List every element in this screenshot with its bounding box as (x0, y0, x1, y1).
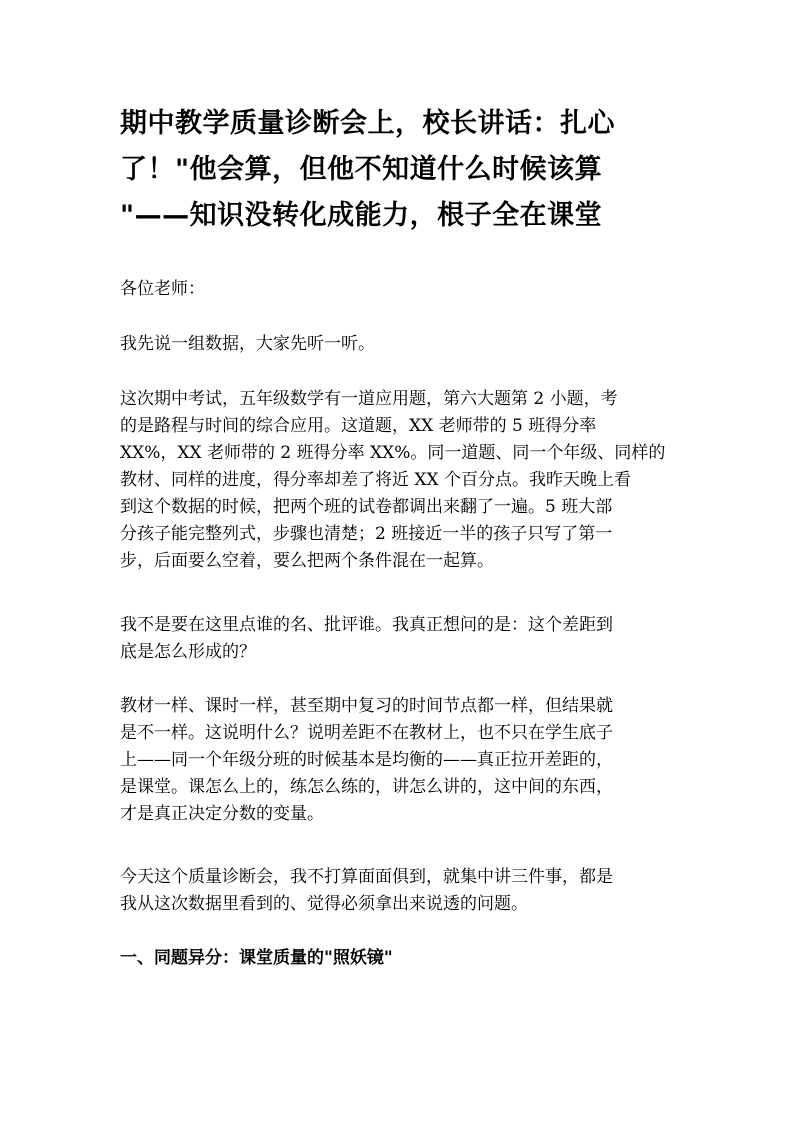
section-heading: 一、同题异分：课堂质量的"照妖镜" (120, 948, 393, 968)
text-line: 的是路程与时间的综合应用。这道题，XX 老师带的 5 班得分率 (120, 416, 597, 436)
text-line: 我从这次数据里看到的、觉得必须拿出来说透的问题。 (120, 894, 528, 914)
text-line: XX%，XX 老师带的 2 班得分率 XX%。同一道题、同一个年级、同样的 (120, 443, 666, 463)
text-line: 分孩子能完整列式，步骤也清楚；2 班接近一半的孩子只写了第一 (120, 524, 613, 544)
text-line: 我不是要在这里点谁的名、批评谁。我真正想问的是：这个差距到 (120, 615, 613, 635)
text-line: 今天这个质量诊断会，我不打算面面俱到，就集中讲三件事，都是 (120, 867, 613, 887)
paragraph-agenda (120, 864, 680, 918)
text-line: 底是怎么形成的？ (120, 642, 256, 662)
paragraph-analysis (120, 693, 680, 828)
text-line: 到这个数据的时候，把两个班的试卷都调出来翻了一遍。5 班大部 (120, 497, 613, 517)
title-line: 期中教学质量诊断会上，校长讲话：扎心 (120, 108, 615, 139)
paragraph-question (120, 612, 680, 666)
text-line: 我先说一组数据，大家先听一听。 (120, 334, 375, 354)
text-line: 教材、同样的进度，得分率却差了将近 XX 个百分点。我昨天晚上看 (120, 470, 632, 490)
salutation-text: 各位老师： (120, 279, 205, 299)
text-line: 是课堂。课怎么上的，练怎么练的，讲怎么讲的，这中间的东西， (120, 777, 613, 797)
paragraph-data (120, 386, 680, 575)
title-line: "——知识没转化成能力，根子全在课堂 (120, 200, 603, 231)
text-line: 这次期中考试，五年级数学有一道应用题，第六大题第 2 小题，考 (120, 389, 618, 409)
text-line: 上——同一个年级分班的时候基本是均衡的——真正拉开差距的， (120, 750, 613, 770)
text-line: 才是真正决定分数的变量。 (120, 804, 324, 824)
text-line: 是不一样。这说明什么？说明差距不在教材上，也不只在学生底子 (120, 723, 613, 743)
text-line: 教材一样、课时一样，甚至期中复习的时间节点都一样，但结果就 (120, 696, 613, 716)
text-line: 步，后面要么空着，要么把两个条件混在一起算。 (120, 551, 494, 571)
title-line: 了！"他会算，但他不知道什么时候该算 (120, 154, 603, 185)
salutation (120, 276, 680, 303)
document-title (120, 101, 680, 239)
paragraph-intro (120, 331, 680, 358)
